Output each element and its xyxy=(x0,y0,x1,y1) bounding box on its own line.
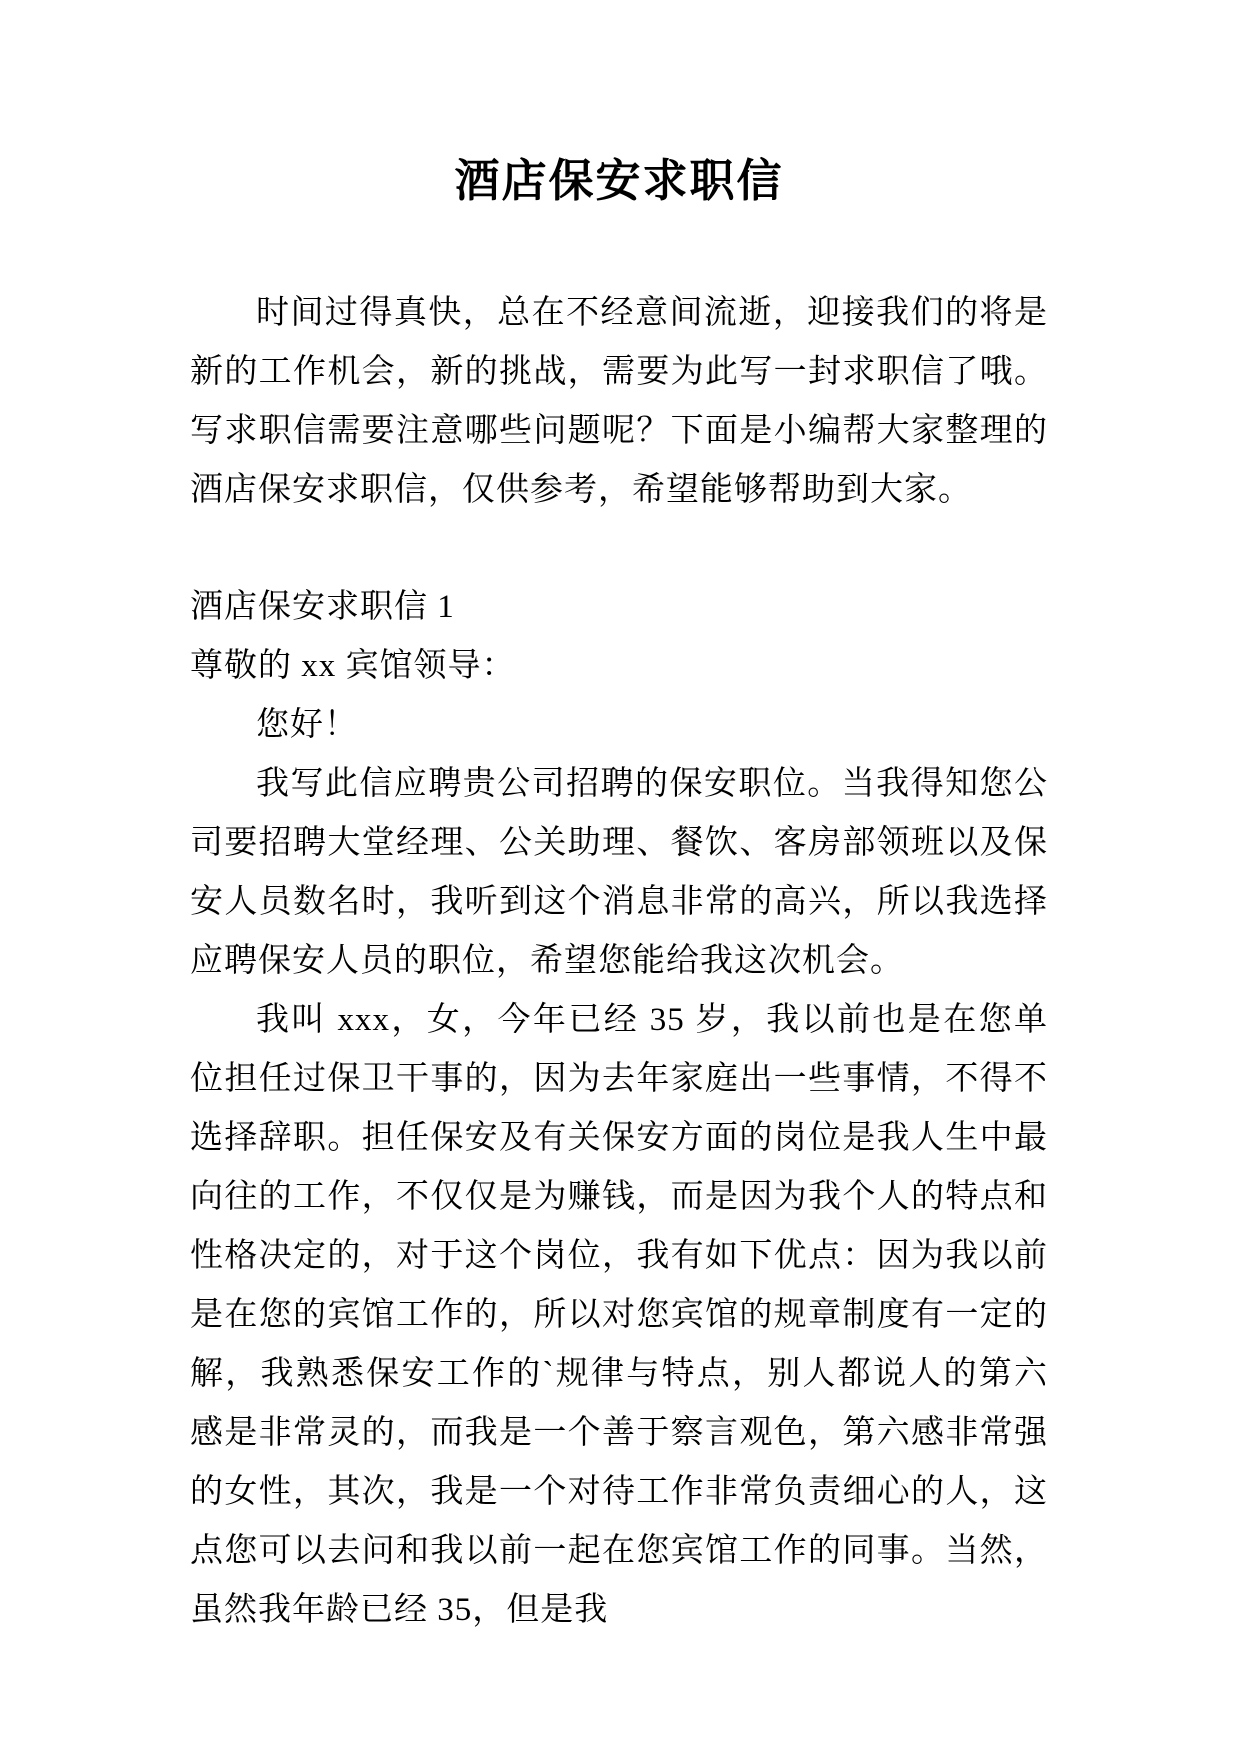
body-paragraph-2: 我叫 xxx，女，今年已经 35 岁，我以前也是在您单位担任过保卫干事的，因为去年家庭出一些事情，不得不选择辞职。担任保安及有关保安方面的岗位是我人生中最向往的工作，不仅仅是为赚钱，而是因为我个人的特点和性格决定的，对于这个岗位，我有如下优点：因为我以前是在您的宾馆工作的，所以对您宾馆的规章制度有一定的解，我熟悉保安工作的`规律与特点，别人都说人的第六感是非常灵的，而我是一个善于察言观色，第六感非常强的女性，其次，我是一个对待工作非常负责细心的人，这点您可以去问和我以前一起在您宾馆工作的同事。当然，虽然我年龄已经 35，但是我 xyxy=(190,1002,1048,1628)
body-paragraph-1: 我写此信应聘贵公司招聘的保安职位。当我得知您公司要招聘大堂经理、公关助理、餐饮、客房部领班以及保安人员数名时，我听到这个消息非常的高兴，所以我选择应聘保安人员的职位，希望您能给我这次机会。 xyxy=(190,766,1048,979)
salutation-line: 尊敬的 xx 宾馆领导： xyxy=(190,648,516,684)
greeting-line: 您好！ xyxy=(256,707,358,743)
section-heading: 酒店保安求职信 1 xyxy=(190,589,455,625)
page-title: 酒店保安求职信 xyxy=(454,156,784,206)
intro-paragraph: 时间过得真快，总在不经意间流逝，迎接我们的将是新的工作机会，新的挑战，需要为此写一封求职信了哦。写求职信需要注意哪些问题呢？下面是小编帮大家整理的酒店保安求职信，仅供参考，希望能够帮助到大家。 xyxy=(190,295,1048,508)
